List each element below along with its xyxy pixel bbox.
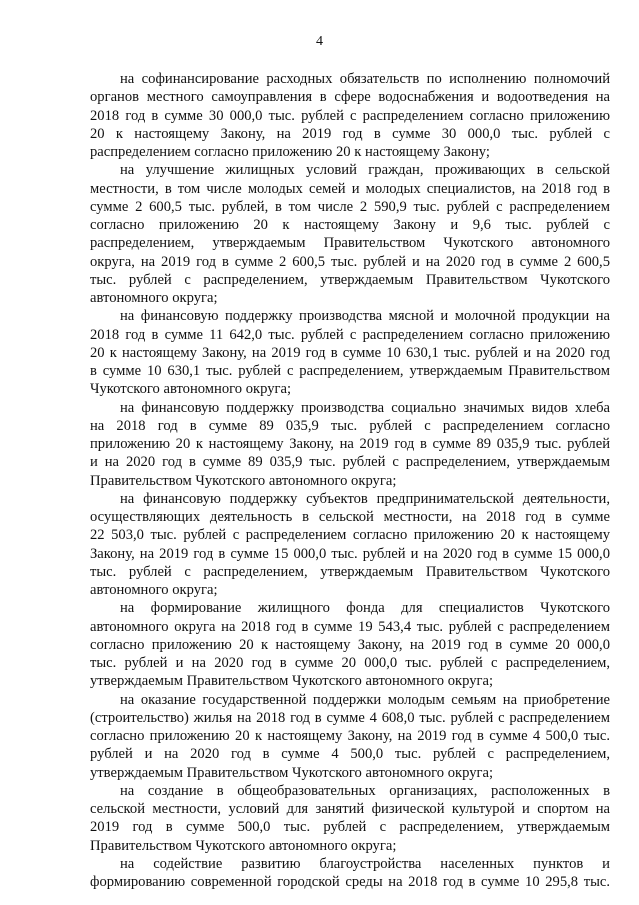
text-line: 20 к настоящему Закону, на 2019 год в сумме 10 630,1 тыс. рублей и на 2020 год bbox=[90, 344, 610, 361]
text-line: 2019 год в сумме 500,0 тыс. рублей с распределением, утверждаемым bbox=[90, 819, 610, 836]
text-line: в сумме 10 630,1 тыс. рублей с распределением, утверждаемым Правительством bbox=[90, 363, 610, 379]
text-line: и на 2020 год в сумме 89 035,9 тыс. рублей с распределением, утверждаемым bbox=[90, 454, 610, 471]
text-line: тыс. рублей и на 2020 год в сумме 20 000,0 тыс. рублей с распределением, bbox=[90, 655, 610, 671]
text-line: на содействие развитию благоустройства населенных пунктов и bbox=[120, 855, 610, 872]
text-line: органов местного самоуправления в сфере водоснабжения и водоотведения на bbox=[90, 89, 610, 106]
text-line: на финансовую поддержку производства мясной и молочной продукции на bbox=[120, 308, 610, 325]
text-line: приложению 20 к настоящему Закону, на 2019 год в сумме 89 035,9 тыс. рублей bbox=[90, 436, 610, 452]
text-line: распределением согласно приложению 20 к настоящему Закону; bbox=[90, 144, 490, 160]
text-line: рублей и на 2020 год в сумме 4 500,0 тыс. рублей с распределением, bbox=[90, 746, 610, 763]
text-line: Закону, на 2019 год в сумме 15 000,0 тыс. рублей и на 2020 год в сумме 15 000,0 bbox=[90, 545, 610, 562]
text-line: согласно приложению 20 к настоящему Закону, на 2019 год в сумме 4 500,0 тыс. bbox=[90, 728, 610, 744]
text-line: на оказание государственной поддержки молодым семьям на приобретение bbox=[120, 691, 610, 708]
text-line: 22 503,0 тыс. рублей с распределением согласно приложению 20 к настоящему bbox=[90, 527, 610, 544]
text-line: автономного округа; bbox=[90, 290, 218, 306]
text-line: округа, на 2019 год в сумме 2 600,5 тыс. рублей и на 2020 год в сумме 2 600,5 bbox=[90, 253, 610, 270]
text-line: местности, в том числе молодых семей и молодых специалистов, на 2018 год в bbox=[90, 180, 610, 197]
text-line: (строительство) жилья на 2018 год в сумме 4 608,0 тыс. рублей с распределением bbox=[90, 709, 610, 726]
text-line: формированию современной городской среды на 2018 год в сумме 10 295,8 тыс. bbox=[90, 874, 610, 890]
text-line: сельской местности, условий для занятий физической культурой и спортом на bbox=[90, 801, 610, 817]
text-line: на 2018 год в сумме 89 035,9 тыс. рублей с распределением согласно bbox=[90, 417, 610, 434]
page-number: 4 bbox=[316, 34, 323, 49]
text-line: согласно приложению 20 к настоящему Закону и 9,6 тыс. рублей с bbox=[90, 217, 610, 233]
text-line: утверждаемым Правительством Чукотского автономного округа; bbox=[90, 764, 494, 781]
text-line: на софинансирование расходных обязательств по исполнению полномочий bbox=[120, 71, 610, 87]
document-body bbox=[90, 70, 610, 891]
text-line: тыс. рублей с распределением, утверждаемым Правительством Чукотского bbox=[90, 563, 610, 580]
text-line: на улучшение жилищных условий граждан, проживающих в сельской bbox=[120, 162, 610, 179]
text-line: на финансовую поддержку субъектов предпринимательской деятельности, bbox=[120, 490, 610, 507]
text-line: сумме 2 600,5 тыс. рублей, в том числе 2 590,9 тыс. рублей с распределением bbox=[90, 198, 610, 215]
text-line: утверждаемым Правительством Чукотского автономного округа; bbox=[90, 673, 494, 690]
text-line: распределением, утверждаемым Правительством Чукотского автономного bbox=[90, 235, 610, 252]
text-line: автономного округа; bbox=[90, 582, 218, 598]
text-line: осуществляющих деятельность в сельской местности, на 2018 год в сумме bbox=[90, 509, 610, 525]
text-line: 2018 год в сумме 11 642,0 тыс. рублей с распределением согласно приложению bbox=[90, 326, 610, 343]
text-line: 20 к настоящему Закону, на 2019 год в сумме 30 000,0 тыс. рублей с bbox=[90, 125, 610, 142]
text-line: согласно приложению 20 к настоящему Закону, на 2019 год в сумме 20 000,0 bbox=[90, 636, 610, 653]
text-line: на формирование жилищного фонда для специалистов Чукотского bbox=[120, 600, 610, 617]
text-line: автономного округа на 2018 год в сумме 19 543,4 тыс. рублей с распределением bbox=[90, 618, 610, 635]
text-line: на создание в общеобразовательных организациях, расположенных в bbox=[120, 782, 610, 799]
text-line: на финансовую поддержку производства социально значимых видов хлеба bbox=[120, 399, 610, 416]
text-line: Правительством Чукотского автономного округа; bbox=[90, 472, 397, 489]
text-line: Чукотского автономного округа; bbox=[90, 381, 292, 398]
text-line: тыс. рублей с распределением, утверждаемым Правительством Чукотского bbox=[90, 271, 610, 288]
text-line: 2018 год в сумме 30 000,0 тыс. рублей с распределением согласно приложению bbox=[90, 107, 610, 124]
text-line: Правительством Чукотского автономного округа; bbox=[90, 837, 397, 854]
